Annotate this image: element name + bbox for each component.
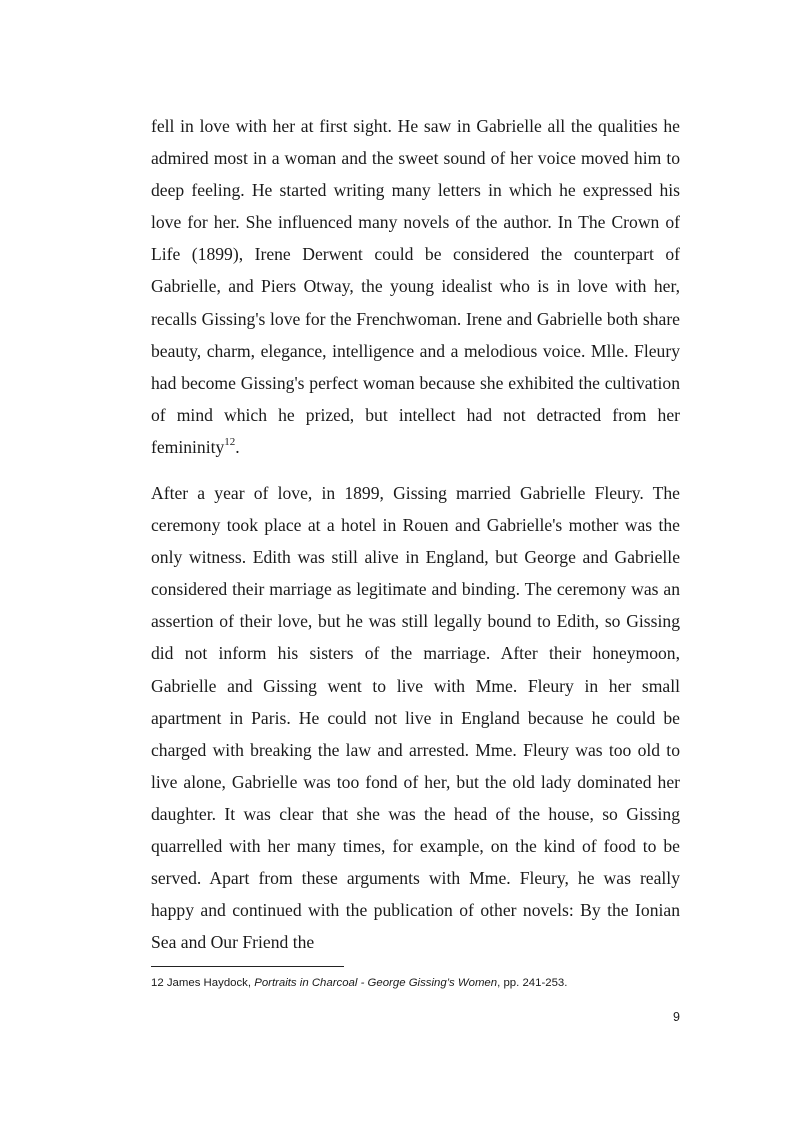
footnote xyxy=(151,975,711,991)
paragraph-1-text: fell in love with her at first sight. He saw in Gabrielle all the qualities he admired most in a woman and the sweet sound of her voice moved him to deep feeling. He started writing many letters in which he expressed his love for her. She influenced many novels of the author. In The Crown of Life (1899), Irene Derwent could be considered the counterpart of Gabrielle, and Piers Otway, the young idealist who is in love with her, recalls Gissing's love for the Frenchwoman. Irene and Gabrielle both share beauty, charm, elegance, intelligence and a melodious voice. Mlle. Fleury had become Gissing's perfect woman because she exhibited the cultivation of mind which he prized, but intellect had not detracted from her femininity xyxy=(151,116,680,457)
footnote-number: 12 xyxy=(151,977,164,989)
page-number: 9 xyxy=(673,1010,680,1024)
paragraph-2 xyxy=(151,477,680,958)
paragraph-1-tail: . xyxy=(235,436,240,457)
footnote-title: Portraits in Charcoal - George Gissing’s Women xyxy=(254,977,498,989)
footnote-reference[interactable]: 12 xyxy=(224,435,236,448)
paragraph-2-text: After a year of love, in 1899, Gissing married Gabrielle Fleury. The ceremony took place at a hotel in Rouen and Gabrielle's mother was the only witness. Edith was still alive in England, but George and Gabrielle considered their marriage as legitimate and binding. The ceremony was an assertion of their love, but he was still legally bound to Edith, so Gissing did not inform his sisters of the marriage. After their honeymoon, Gabrielle and Gissing went to live with Mme. Fleury in her small apartment in Paris. He could not live in England because he could be charged with breaking the law and arrested. Mme. Fleury was too old to live alone, Gabrielle was too fond of her, but the old lady dominated her daughter. It was clear that she was the head of the house, so Gissing quarrelled with her many times, for example, on the kind of food to be served. Apart from these arguments with Mme. Fleury, he was really happy and continued with the publication of other novels: By the Ionian Sea and Our Friend the xyxy=(151,483,680,953)
footnote-author: James Haydock, xyxy=(166,977,252,989)
paragraph-1 xyxy=(151,110,680,463)
footnote-separator xyxy=(151,966,344,967)
footnote-pages: , pp. 241-253. xyxy=(497,977,568,989)
